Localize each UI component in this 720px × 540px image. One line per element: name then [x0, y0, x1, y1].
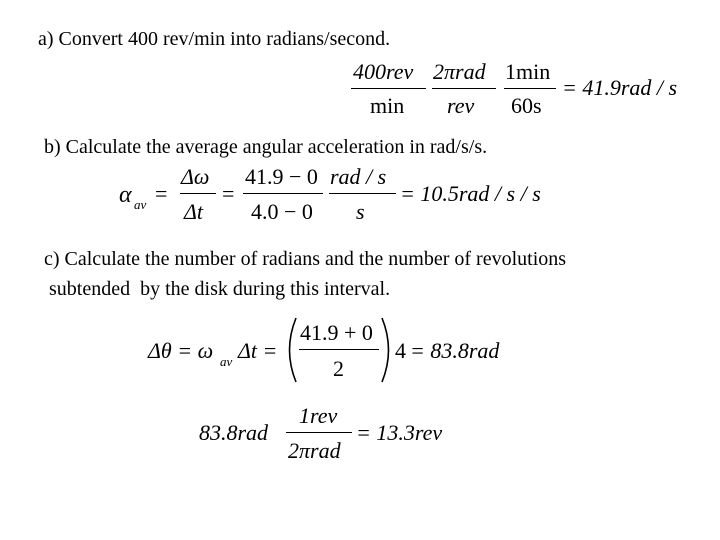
eq-b-fraction1-bar [180, 193, 216, 194]
eq-c2-fraction-bar [286, 432, 352, 433]
eq-c2-lead: 83.8rad [199, 420, 269, 445]
eq-a-fraction1-numerator: 400rev [353, 59, 414, 84]
question-b: b) Calculate the average angular acceleration in rad/s/s. [44, 136, 488, 158]
eq-c1-omega-subscript: av [220, 354, 233, 369]
eq-a-fraction1-denominator: min [370, 93, 405, 118]
eq-b-fraction3-bar [329, 193, 396, 194]
question-c-line1: c) Calculate the number of radians and the number of revolutions [44, 248, 567, 270]
eq-b-fraction1-denominator: Δt [184, 199, 204, 224]
eq-a-fraction2-bar [432, 88, 496, 89]
eq-c2-result: = 13.3rev [356, 420, 443, 445]
eq-c1-paren-numerator: 41.9 + 0 [300, 320, 373, 345]
eq-a-result: = 41.9rad / s [562, 75, 678, 100]
eq-b-fraction1-numerator: Δω [181, 164, 210, 189]
eq-b-equals-1: = [155, 181, 168, 206]
eq-a-fraction3-denominator: 60s [511, 93, 542, 118]
question-a: a) Convert 400 rev/min into radians/second. [38, 28, 391, 50]
eq-c2-numerator: 1rev [299, 403, 338, 428]
eq-c1-left-paren [280, 316, 300, 384]
eq-c1-paren-bar [299, 349, 379, 350]
eq-b-equals-2: = [222, 181, 235, 206]
eq-b-alpha-subscript: av [134, 197, 147, 212]
eq-c1-lhs-rest: Δt = [238, 338, 278, 363]
eq-a-fraction3-bar [504, 88, 556, 89]
eq-c1-result: = 83.8rad [410, 338, 500, 363]
eq-c1-multiplier: 4 [395, 338, 406, 363]
eq-b-alpha: α [119, 182, 132, 208]
eq-a-fraction2-denominator: rev [447, 93, 475, 118]
eq-b-fraction2-numerator: 41.9 − 0 [245, 164, 318, 189]
eq-b-fraction3-numerator: rad / s [330, 164, 387, 189]
eq-b-fraction2-denominator: 4.0 − 0 [251, 199, 313, 224]
eq-a-fraction2-numerator: 2πrad [433, 59, 486, 84]
eq-b-result: = 10.5rad / s / s [400, 181, 541, 206]
eq-a-fraction1-bar [351, 88, 426, 89]
question-c-line2: subtended by the disk during this interval. [49, 278, 391, 300]
eq-a-fraction3-numerator: 1min [505, 59, 551, 84]
eq-b-fraction3-denominator: s [356, 199, 365, 224]
eq-b-fraction2-bar [243, 193, 323, 194]
eq-c1-paren-denominator: 2 [333, 356, 344, 381]
eq-c1-lhs: Δθ = ω [148, 338, 214, 363]
eq-c2-denominator: 2πrad [288, 438, 341, 463]
